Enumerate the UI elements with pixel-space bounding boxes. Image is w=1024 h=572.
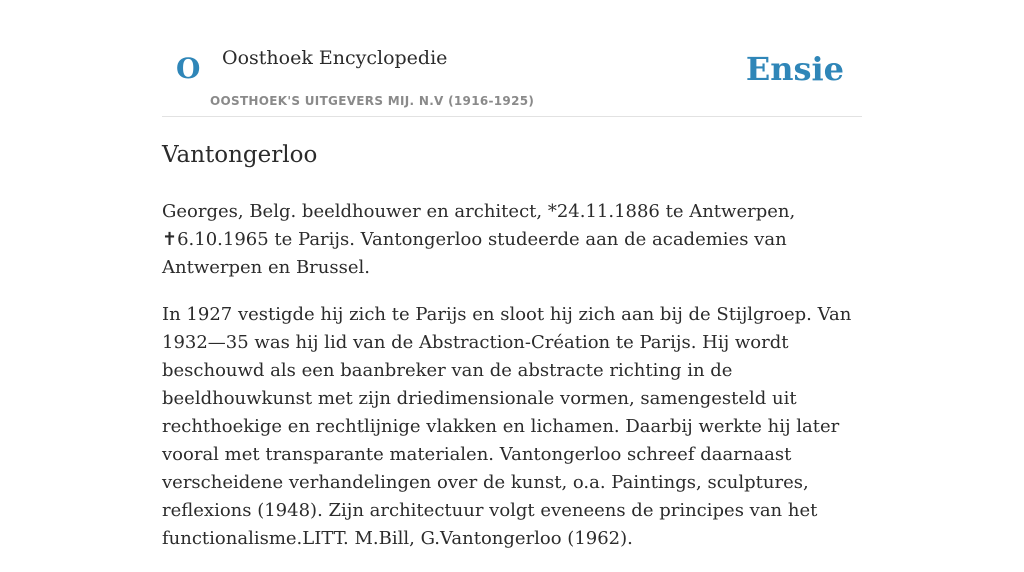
ensie-logo-link[interactable]: Ensie xyxy=(745,50,844,88)
article-body xyxy=(162,138,862,572)
oosthoek-logo-icon[interactable]: O xyxy=(176,52,201,85)
site-header xyxy=(162,0,862,117)
article-paragraph-2: In 1927 vestigde hij zich te Parijs en sloot hij zich aan bij de Stijlgroep. Van 1932—35 was hij lid van de Abstraction-Création te Parijs. Hij wordt beschouwd als een baanbreker van de abstracte richting in de beeldhouwkunst met zijn driedimensionale vormen, samengesteld uit rechthoekige en rechtlijnige vlakken en lichamen. Daarbij werkte hij later vooral met transparante materialen. Vantongerloo schreef daarnaast verscheidene verhandelingen over de kunst, o.a. Paintings, sculptures, reflexions (1948). Zijn architectuur volgt eveneens de principes van het functionalisme.LITT. M.Bill, G.Vantongerloo (1962). xyxy=(162,304,852,549)
article-paragraph-1: Georges, Belg. beeldhouwer en architect, *24.11.1886 te Antwerpen, ✝6.10.1965 te Parijs. Vantongerloo studeerde aan de academies van Antwerpen en Brussel. xyxy=(162,201,796,278)
encyclopedia-title-link[interactable]: Oosthoek Encyclopedie xyxy=(222,47,448,69)
article-title: Vantongerloo xyxy=(162,142,318,168)
publisher-subtitle: OOSTHOEK'S UITGEVERS MIJ. N.V (1916-1925) xyxy=(210,94,535,108)
